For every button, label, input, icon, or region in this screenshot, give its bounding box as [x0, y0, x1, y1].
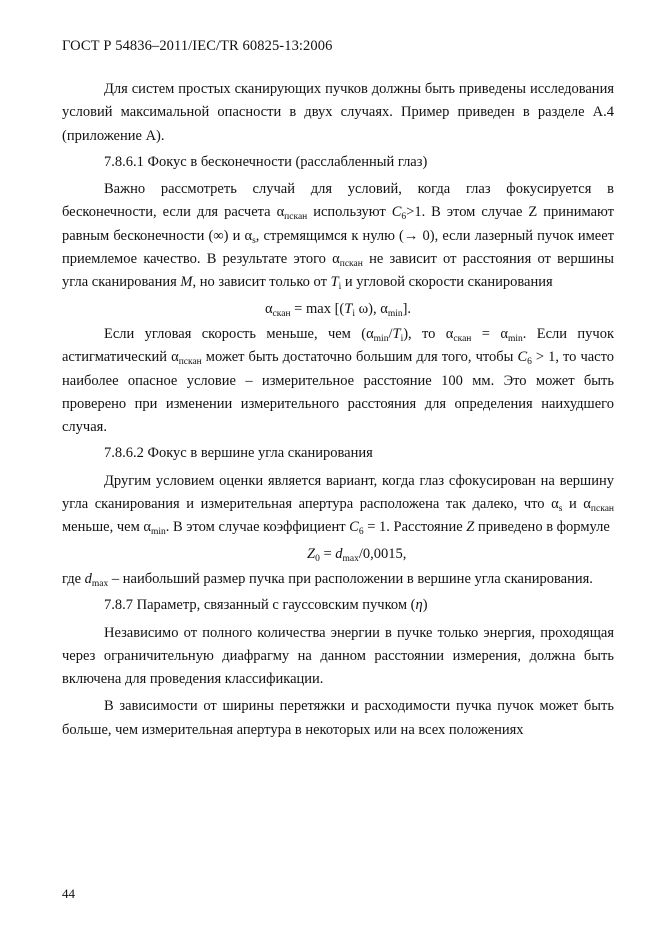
section-heading-7-8-6-2: 7.8.6.2 Фокус в вершине угла сканирования [104, 445, 373, 462]
paragraph-energy: Независимо от полного количества энергии в пучке только энергия, проходящая через ограничительную диафрагму на данном расстоянии измерения, должна быть включена для проведения классификации. [62, 624, 614, 688]
formula-z0: $Z_0 = d_{max}/0,0015$, [307, 545, 407, 564]
document-body [62, 78, 614, 742]
section-heading-7-8-7: 7.8.7 Параметр, связанный с гауссовским пучком (η) [104, 597, 428, 614]
paragraph-intro: Для систем простых сканирующих пучков должны быть приведены исследования условий максимальной опасности в двух случаях. Пример приведен в разделе А.4 (приложение А). [62, 81, 614, 144]
paragraph-angular-velocity: Если угловая скорость меньше, чем $(\alpha_{min}/T_i)$, то $\alpha_{скан} = \alpha_{min}$. Если пучок астигматический $\alpha_{пскан}$ может быть достаточно большим для того, чтобы $C_6 > 1$, то часто наиболее опасное условие – измерительное расстояние 100 мм. Это может быть проверено при изменении измерительного расстояния для определения наихудшего случая. [62, 325, 615, 436]
paragraph-waist: В зависимости от ширины перетяжки и расходимости пучка пучок может быть больше, чем измерительная апертура в некоторых или на всех положениях [62, 698, 614, 738]
paragraph-focus-infinity: Важно рассмотреть случай для условий, когда глаз фокусируется в бесконечности, если для расчета $\alpha_{пскан}$ используют $C_6>1$. В этом случае Z принимают равным бесконечности (∞) и $\alpha_s$, стремящимся к нулю (→ 0), если лазерный пучок имеет приемлемое качество. В результате этого $\alpha_{пскан}$ не зависит от расстояния от вершины угла сканирования M, но зависит только от $T_i$ и угловой скорости сканирования [62, 181, 615, 293]
paragraph-focus-vertex: Другим условием оценки является вариант, когда глаз сфокусирован на вершину угла сканирования и измерительная апертура расположена так далеко, что $\alpha_s$ и $\alpha_{пскан}$ меньше, чем $\alpha_{min}$. В этом случае коэффициент $C_6 = 1$. Расстояние Z приведено в формуле [62, 472, 614, 538]
paragraph-where-dmax: где $d_{max}$ – наибольший размер пучка при расположении в вершине угла сканирования. [62, 570, 593, 589]
page-number: 44 [62, 886, 75, 901]
document-header: ГОСТ Р 54836–2011/IEC/TR 60825-13:2006 [62, 38, 333, 54]
section-heading-7-8-6-1: 7.8.6.1 Фокус в бесконечности (расслабленный глаз) [104, 153, 428, 170]
formula-alpha-scan: $\alpha_{скан} = \max [(T_i$ ω), $\alpha_{min}$]. [264, 300, 412, 319]
